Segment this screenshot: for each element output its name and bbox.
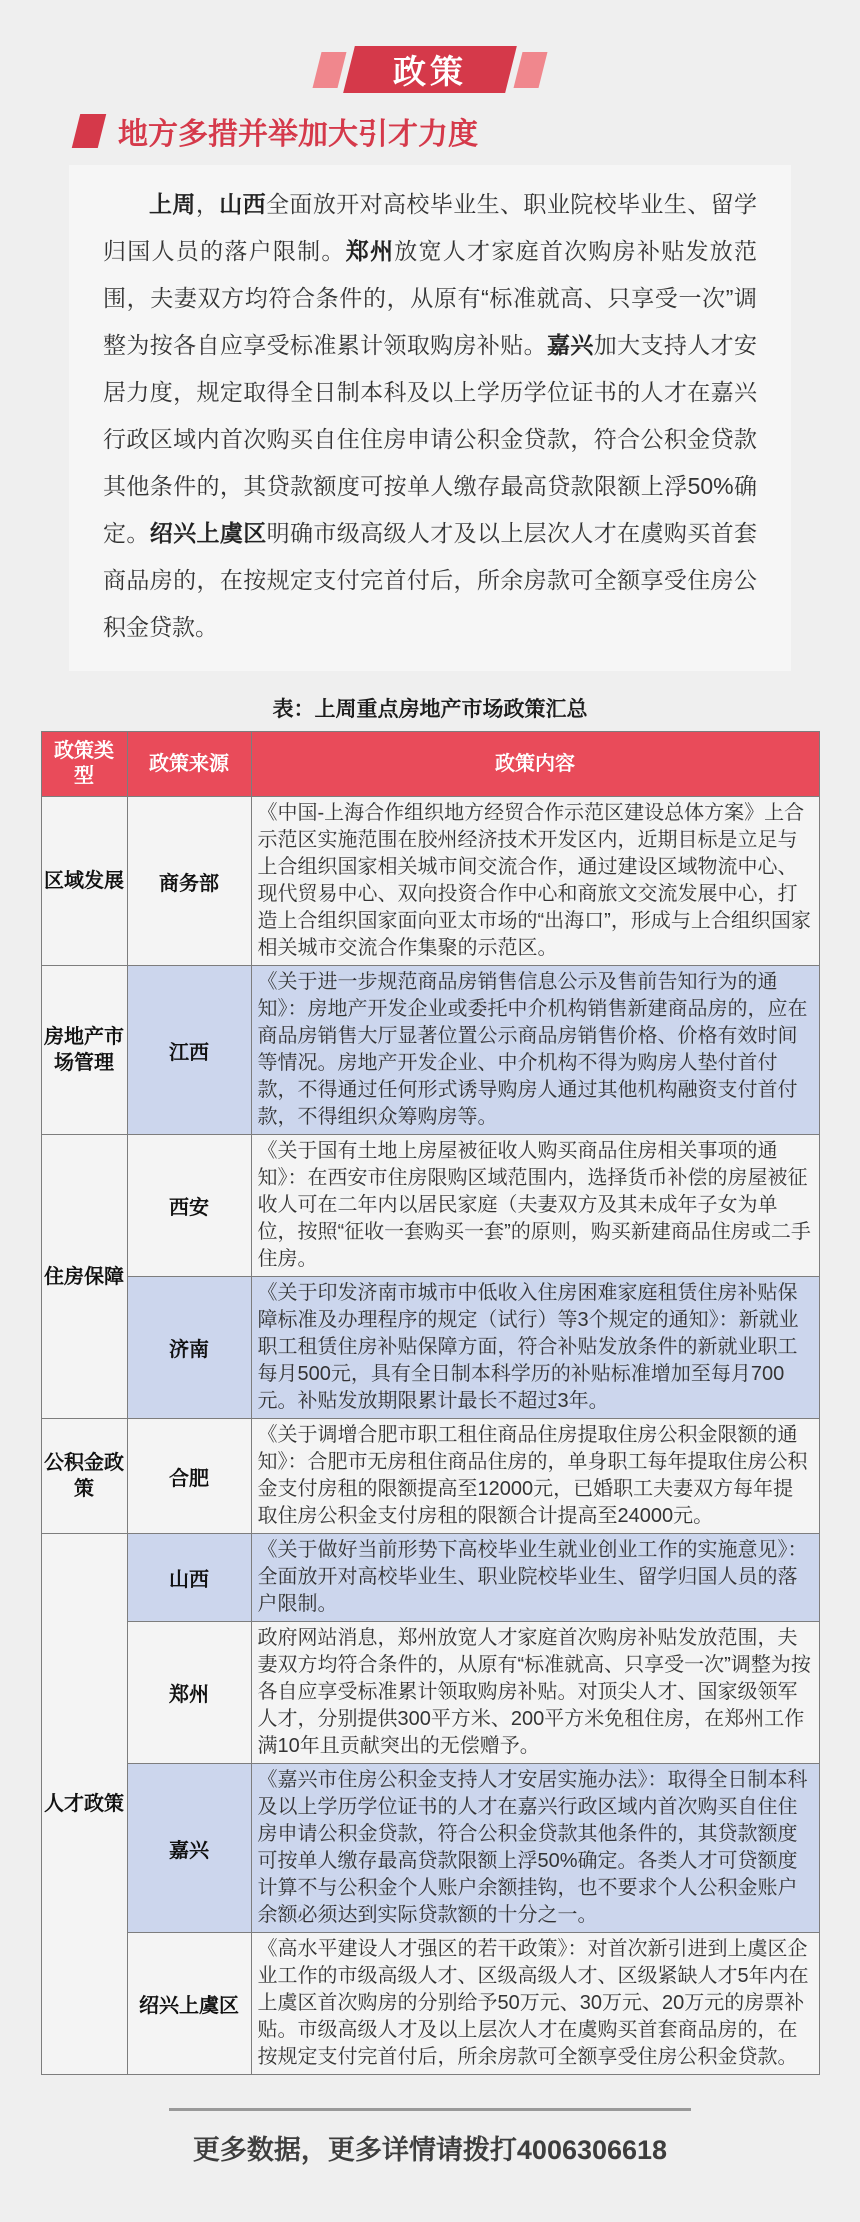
policy-table bbox=[41, 731, 820, 2075]
summary-paragraph bbox=[103, 181, 757, 651]
policy-source-cell: 江西 bbox=[127, 966, 251, 1135]
summary-text: 全面放开对高校毕业生、职业院校毕业生、留学归国人员的落户限制。 bbox=[103, 191, 758, 264]
banner-label: 政策 bbox=[393, 53, 467, 90]
table-title: 表：上周重点房地产市场政策汇总 bbox=[272, 698, 588, 721]
summary-highlight: 山西 bbox=[219, 191, 267, 217]
summary-text: 放宽人才家庭首次购房补贴发放范围，夫妻双方均符合条件的，从原有“标准就高、只享受一次”调整为按各自应享受标准累计领取购房补贴。 bbox=[103, 238, 758, 358]
policy-source-cell: 西安 bbox=[127, 1135, 251, 1277]
summary-highlight: 郑州 bbox=[345, 238, 395, 264]
summary-highlight: 上周 bbox=[149, 191, 196, 217]
policy-type-cell: 人才政策 bbox=[41, 1534, 127, 2075]
section-title: 地方多措并举加大引才力度 bbox=[118, 118, 478, 151]
policy-banner bbox=[0, 0, 860, 93]
table-row bbox=[41, 1933, 819, 2075]
table-row bbox=[41, 1622, 819, 1764]
header-policy-type: 政策类型 bbox=[41, 732, 127, 797]
policy-source-cell: 山西 bbox=[127, 1534, 251, 1622]
footer-divider bbox=[169, 2108, 691, 2111]
policy-content-cell: 《关于调增合肥市职工租住商品住房提取住房公积金限额的通知》：合肥市无房租住商品住房的，单身职工每年提取住房公积金支付房租的限额提高至12000元，已婚职工夫妻双方每年提取住房公积金支付房租的限额合计提高至24000元。 bbox=[251, 1419, 819, 1534]
header-policy-content: 政策内容 bbox=[251, 732, 819, 797]
footer-contact-text: 更多数据，更多详情请拨打4006306618 bbox=[192, 2135, 668, 2165]
policy-content-cell: 《关于印发济南市城市中低收入住房困难家庭租赁住房补贴保障标准及办理程序的规定（试行）等3个规定的通知》：新就业职工租赁住房补贴保障方面，符合补贴发放条件的新就业职工每月500元，具有全日制本科学历的补贴标准增加至每月700元。补贴发放期限累计最长不超过3年。 bbox=[251, 1277, 819, 1419]
table-row bbox=[41, 1135, 819, 1277]
table-header-row bbox=[41, 732, 819, 797]
table-row bbox=[41, 1419, 819, 1534]
policy-source-cell: 济南 bbox=[127, 1277, 251, 1419]
header-policy-source: 政策来源 bbox=[127, 732, 251, 797]
policy-source-cell: 郑州 bbox=[127, 1622, 251, 1764]
policy-source-cell: 商务部 bbox=[127, 797, 251, 966]
summary-text: 明确市级高级人才及以上层次人才在虞购买首套商品房的，在按规定支付完首付后，所余房款可全额享受住房公积金贷款。 bbox=[103, 520, 758, 640]
heading-marker-shape bbox=[72, 114, 106, 148]
policy-table-body bbox=[41, 797, 819, 2075]
policy-type-cell: 住房保障 bbox=[41, 1135, 127, 1419]
banner-left-accent-shape bbox=[313, 52, 347, 88]
summary-text: ， bbox=[195, 191, 220, 217]
policy-content-cell: 政府网站消息，郑州放宽人才家庭首次购房补贴发放范围，夫妻双方均符合条件的，从原有“标准就高、只享受一次”调整为按各自应享受标准累计领取购房补贴。对顶尖人才、国家级领军人才，分别提供300平方米、200平方米免租住房，在郑州工作满10年且贡献突出的无偿赠予。 bbox=[251, 1622, 819, 1764]
policy-content-cell: 《关于进一步规范商品房销售信息公示及售前告知行为的通知》：房地产开发企业或委托中介机构销售新建商品房的，应在商品房销售大厅显著位置公示商品房销售价格、价格有效时间等情况。房地产开发企业、中介机构不得为购房人垫付首付款，不得通过任何形式诱导购房人通过其他机构融资支付首付款，不得组织众筹购房等。 bbox=[251, 966, 819, 1135]
table-row bbox=[41, 797, 819, 966]
policy-content-cell: 《中国-上海合作组织地方经贸合作示范区建设总体方案》上合示范区实施范围在胶州经济技术开发区内，近期目标是立足与上合组织国家相关城市间交流合作，通过建设区域物流中心、现代贸易中心、双向投资合作中心和商旅文交流发展中心，打造上合组织国家面向亚太市场的“出海口”，形成与上合组织国家相关城市交流合作集聚的示范区。 bbox=[251, 797, 819, 966]
banner-ribbon bbox=[343, 46, 517, 93]
policy-content-cell: 《高水平建设人才强区的若干政策》：对首次新引进到上虞区企业工作的市级高级人才、区级高级人才、区级紧缺人才5年内在上虞区首次购房的分别给予50万元、30万元、20万元的房票补贴。市级高级人才及以上层次人才在虞购买首套商品房的，在按规定支付完首付后，所余房款可全额享受住房公积金贷款。 bbox=[251, 1933, 819, 2075]
policy-content-cell: 《关于做好当前形势下高校毕业生就业创业工作的实施意见》：全面放开对高校毕业生、职业院校毕业生、留学归国人员的落户限制。 bbox=[251, 1534, 819, 1622]
table-row bbox=[41, 966, 819, 1135]
policy-source-cell: 绍兴上虞区 bbox=[127, 1933, 251, 2075]
policy-content-cell: 《关于国有土地上房屋被征收人购买商品住房相关事项的通知》：在西安市住房限购区域范围内，选择货币补偿的房屋被征收人可在二年内以居民家庭（夫妻双方及其未成年子女为单位，按照“征收一套购买一套”的原则，购买新建商品住房或二手住房。 bbox=[251, 1135, 819, 1277]
table-row bbox=[41, 1764, 819, 1933]
policy-type-cell: 公积金政策 bbox=[41, 1419, 127, 1534]
section-heading bbox=[76, 109, 860, 153]
table-row bbox=[41, 1277, 819, 1419]
summary-highlight: 嘉兴 bbox=[547, 332, 594, 358]
policy-source-cell: 合肥 bbox=[127, 1419, 251, 1534]
table-row bbox=[41, 1534, 819, 1622]
policy-type-cell: 区域发展 bbox=[41, 797, 127, 966]
banner-right-accent-shape bbox=[514, 52, 548, 88]
summary-highlight: 绍兴上虞区 bbox=[149, 520, 267, 546]
policy-source-cell: 嘉兴 bbox=[127, 1764, 251, 1933]
policy-content-cell: 《嘉兴市住房公积金支持人才安居实施办法》：取得全日制本科及以上学历学位证书的人才在嘉兴行政区域内首次购买自住住房申请公积金贷款，符合公积金贷款其他条件的，其贷款额度可按单人缴存最高贷款限额上浮50%确定。各类人才可贷额度计算不与公积金个人账户余额挂钩，也不要求个人公积金账户余额必须达到实际贷款额的十分之一。 bbox=[251, 1764, 819, 1933]
policy-type-cell: 房地产市场管理 bbox=[41, 966, 127, 1135]
summary-panel bbox=[69, 165, 791, 671]
summary-text: 加大支持人才安居力度，规定取得全日制本科及以上学历学位证书的人才在嘉兴行政区域内首次购买自住住房申请公积金贷款，符合公积金贷款其他条件的，其贷款额度可按单人缴存最高贷款限额上浮50%确定。 bbox=[103, 332, 758, 546]
